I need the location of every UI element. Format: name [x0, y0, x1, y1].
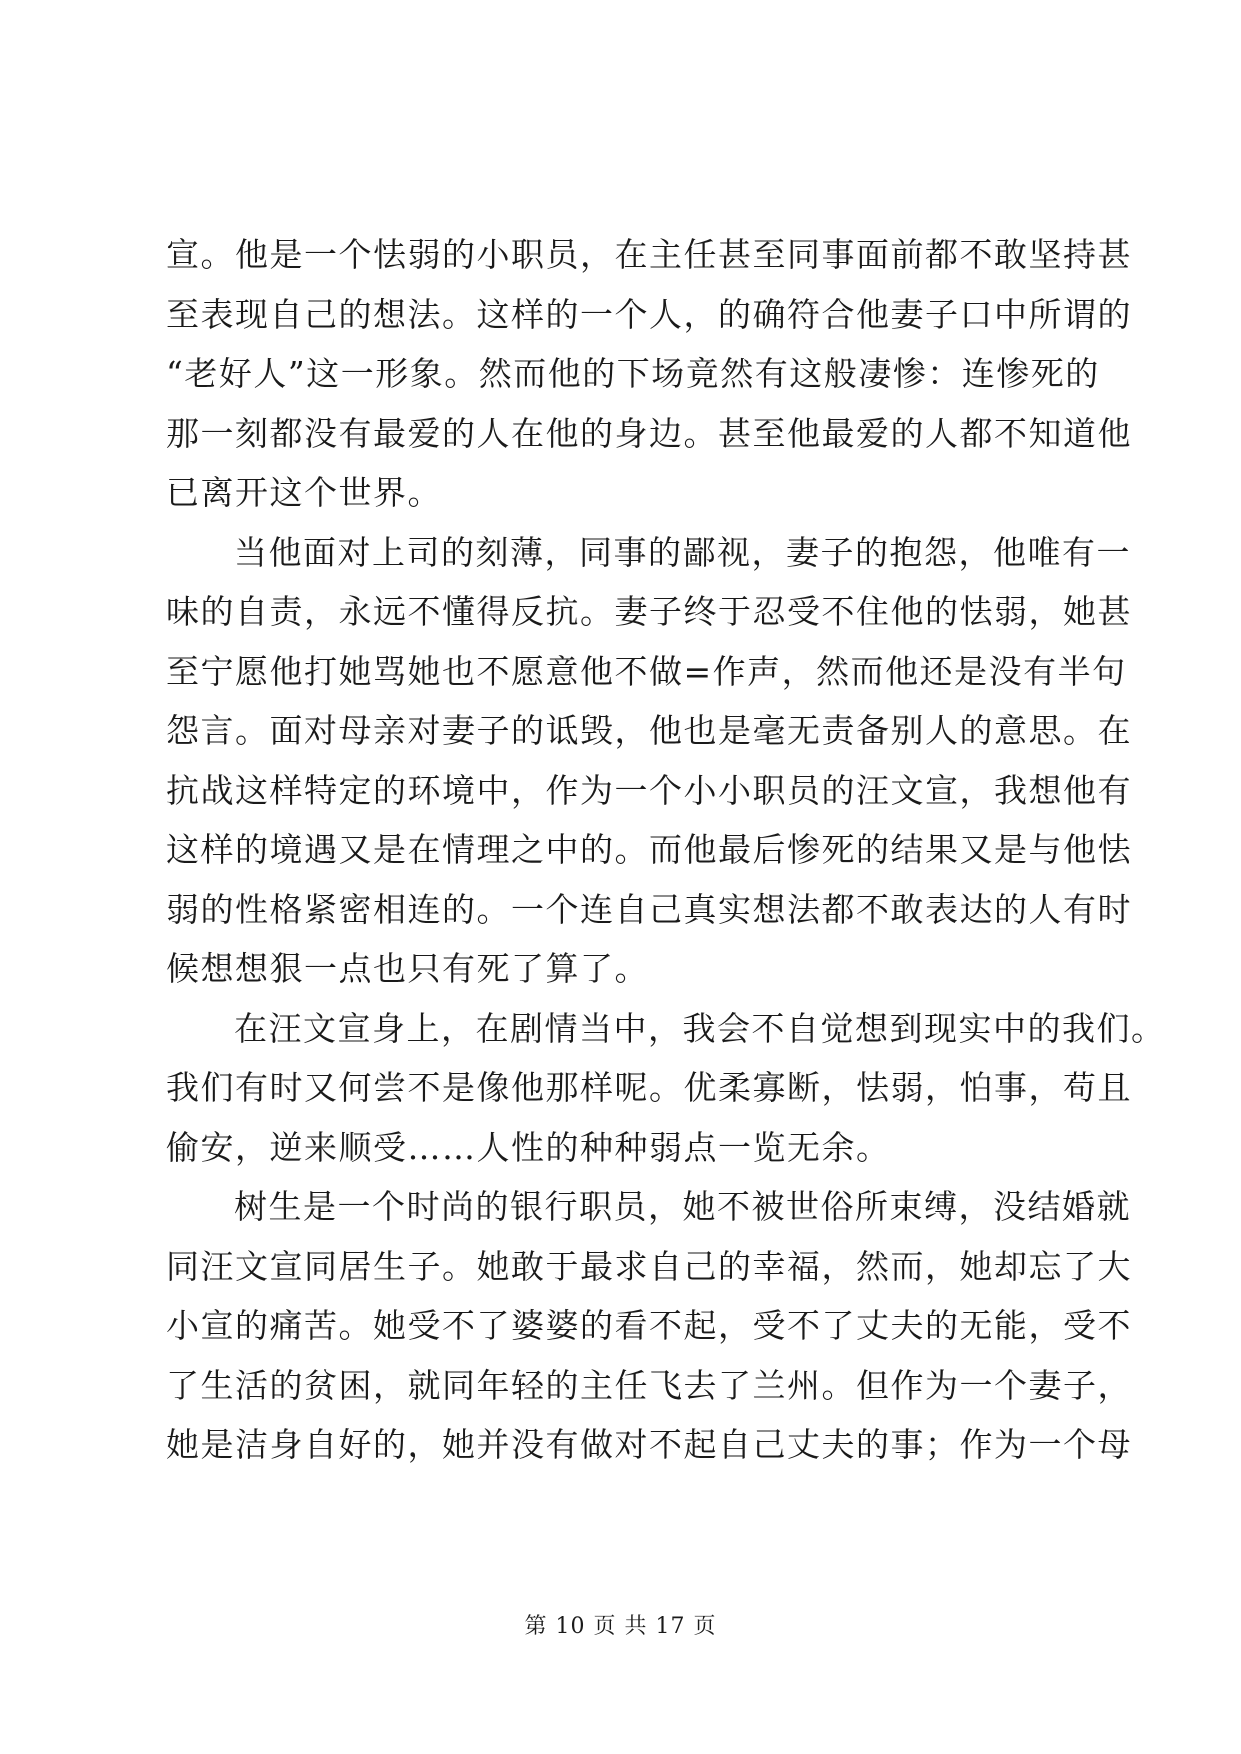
paragraph	[166, 999, 1166, 1178]
text-line: 宣。他是一个怯弱的小职员，在主任甚至同事面前都不敢坚持甚	[166, 235, 1132, 274]
text-line: 这样的境遇又是在情理之中的。而他最后惨死的结果又是与他怯	[166, 830, 1132, 869]
paragraph	[166, 523, 1132, 999]
text-line: 同汪文宣同居生子。她敢于最求自己的幸福，然而，她却忘了大	[166, 1246, 1132, 1286]
text-line: 那一刻都没有最爱的人在他的身边。甚至他最爱的人都不知道他	[166, 413, 1132, 453]
text-line: 偷安，逆来顺受……人性的种种弱点一览无余。	[166, 1127, 891, 1167]
text-line: 候想想狠一点也只有死了算了。	[166, 949, 649, 988]
paragraph	[166, 225, 1132, 523]
text-line: “老好人”这一形象。然而他的下场竟然有这般凄惨：连惨死的	[166, 354, 1100, 393]
text-line: 小宣的痛苦。她受不了婆婆的看不起，受不了丈夫的无能，受不	[166, 1306, 1132, 1345]
page-number: 第 10 页 共 17 页	[524, 1614, 717, 1639]
text-line: 她是洁身自好的，她并没有做对不起自己丈夫的事；作为一个母	[166, 1425, 1132, 1464]
text-line: 已离开这个世界。	[166, 473, 442, 512]
text-line: 抗战这样特定的环境中，作为一个小小职员的汪文宣，我想他有	[166, 770, 1132, 810]
text-line: 我们有时又何尝不是像他那样呢。优柔寡断，怯弱，怕事，苟且	[166, 1068, 1132, 1107]
text-line: 树生是一个时尚的银行职员，她不被世俗所束缚，没结婚就	[234, 1187, 1131, 1226]
body-text	[166, 225, 1166, 1475]
paragraph	[166, 1177, 1132, 1475]
text-line: 味的自责，永远不懂得反抗。妻子终于忍受不住他的怯弱，她甚	[166, 592, 1132, 631]
text-line: 在汪文宣身上，在剧情当中，我会不自觉想到现实中的我们。	[234, 1008, 1166, 1048]
text-line: 至表现自己的想法。这样的一个人，的确符合他妻子口中所谓的	[166, 294, 1132, 334]
text-line: 怨言。面对母亲对妻子的诋毁，他也是毫无责备别人的意思。在	[166, 711, 1132, 750]
text-line: 了生活的贫困，就同年轻的主任飞去了兰州。但作为一个妻子，	[166, 1365, 1132, 1405]
text-line: 弱的性格紧密相连的。一个连自己真实想法都不敢表达的人有时	[166, 889, 1132, 929]
text-line: 当他面对上司的刻薄，同事的鄙视，妻子的抱怨，他唯有一	[234, 532, 1131, 572]
text-line: 至宁愿他打她骂她也不愿意他不做=作声，然而他还是没有半句	[166, 651, 1127, 691]
